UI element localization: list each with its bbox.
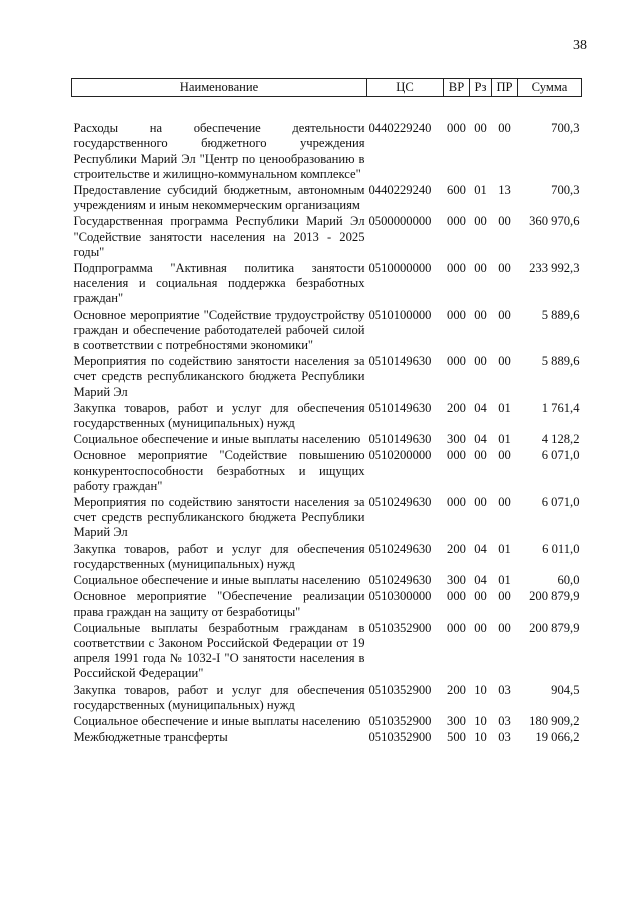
table-row: [72, 261, 582, 308]
row-name: Основное мероприятие "Обеспечение реализации права граждан на защиту от безработицы": [73, 589, 365, 619]
row-cs-code: 0500000000: [368, 214, 432, 229]
row-cs-code: 0510000000: [368, 261, 432, 276]
row-pr-code: 00: [498, 620, 511, 635]
row-rz-code: 00: [474, 495, 487, 510]
table-row: [72, 97, 582, 183]
row-name: Расходы на обеспечение деятельности государственного бюджетного учреждения Республики Марий Эл "Центр по ценообразованию в строительстве и жилищно-коммунальном комплексе": [73, 121, 365, 181]
row-vr-code: 300: [447, 432, 466, 447]
row-rz-code: 04: [474, 573, 487, 588]
table-row: [72, 183, 582, 214]
row-name: Основное мероприятие "Содействие трудоустройству граждан и обеспечение работодателей рабочей силой в соответствии с потребностями экономики": [73, 307, 365, 353]
table-row: [72, 621, 582, 683]
row-pr-code: 01: [498, 541, 511, 556]
row-sum: 700,3: [551, 121, 580, 136]
row-cs-code: 0510149630: [368, 354, 432, 369]
row-vr-code: 000: [447, 214, 466, 229]
row-cs-code: 0510352900: [368, 620, 432, 635]
header-name: Наименование: [72, 79, 367, 97]
row-pr-code: 13: [498, 183, 511, 198]
row-rz-code: 00: [474, 448, 487, 463]
row-pr-code: 00: [498, 495, 511, 510]
row-vr-code: 500: [447, 730, 466, 745]
row-rz-code: 00: [474, 214, 487, 229]
row-cs-code: 0440229240: [368, 121, 432, 136]
row-rz-code: 10: [474, 682, 487, 697]
row-sum: 180 909,2: [529, 713, 580, 728]
row-pr-code: 00: [498, 448, 511, 463]
row-sum: 4 128,2: [541, 432, 580, 447]
row-vr-code: 000: [447, 448, 466, 463]
row-vr-code: 600: [447, 183, 466, 198]
row-cs-code: 0510200000: [368, 448, 432, 463]
row-sum: 904,5: [551, 682, 580, 697]
row-pr-code: 00: [498, 121, 511, 136]
row-cs-code: 0510149630: [368, 432, 432, 447]
row-pr-code: 01: [498, 573, 511, 588]
row-vr-code: 200: [447, 682, 466, 697]
row-name: Подпрограмма "Активная политика занятости населения и социальная поддержка безработных граждан": [73, 261, 365, 306]
table-row: [72, 214, 582, 261]
row-name: Государственная программа Республики Марий Эл "Содействие занятости населения на 2013 - 2025 годы": [73, 214, 365, 259]
table-row: [72, 730, 582, 746]
row-rz-code: 04: [474, 432, 487, 447]
row-cs-code: 0510249630: [368, 573, 432, 588]
row-sum: 19 066,2: [535, 730, 580, 745]
row-rz-code: 00: [474, 261, 487, 276]
row-cs-code: 0510300000: [368, 589, 432, 604]
row-name: Основное мероприятие "Содействие повышению конкурентоспособности безработных и ищущих работу граждан": [73, 448, 365, 493]
row-name: Мероприятия по содействию занятости населения за счет средств республиканского бюджета Республики Марий Эл: [73, 354, 365, 399]
row-name: Социальное обеспечение и иные выплаты населению: [73, 713, 361, 728]
row-vr-code: 000: [447, 354, 466, 369]
row-sum: 200 879,9: [529, 620, 580, 635]
row-rz-code: 04: [474, 400, 487, 415]
row-vr-code: 000: [447, 307, 466, 322]
table-row: [72, 495, 582, 542]
row-cs-code: 0510149630: [368, 400, 432, 415]
row-name: Закупка товаров, работ и услуг для обеспечения государственных (муниципальных) нужд: [73, 400, 365, 431]
row-rz-code: 10: [474, 713, 487, 728]
row-cs-code: 0510352900: [368, 730, 432, 745]
row-rz-code: 10: [474, 730, 487, 745]
row-rz-code: 00: [474, 589, 487, 604]
row-vr-code: 000: [447, 589, 466, 604]
row-sum: 5 889,6: [541, 307, 580, 322]
row-vr-code: 000: [447, 495, 466, 510]
row-pr-code: 00: [498, 261, 511, 276]
table-row: [72, 401, 582, 432]
row-sum: 1 761,4: [541, 400, 580, 415]
row-pr-code: 00: [498, 214, 511, 229]
row-vr-code: 000: [447, 121, 466, 136]
row-name: Межбюджетные трансферты: [73, 730, 228, 745]
table-row: [72, 308, 582, 355]
row-sum: 6 071,0: [541, 495, 580, 510]
row-pr-code: 01: [498, 432, 511, 447]
row-cs-code: 0510100000: [368, 307, 432, 322]
row-sum: 200 879,9: [529, 589, 580, 604]
table-row: [72, 683, 582, 714]
row-name: Закупка товаров, работ и услуг для обеспечения государственных (муниципальных) нужд: [73, 541, 365, 571]
row-vr-code: 200: [447, 400, 466, 415]
row-rz-code: 00: [474, 121, 487, 136]
row-rz-code: 04: [474, 541, 487, 556]
row-rz-code: 00: [474, 620, 487, 635]
budget-table: [71, 78, 582, 746]
header-pr: ПР: [492, 79, 518, 97]
row-sum: 360 970,6: [529, 214, 580, 229]
row-sum: 233 992,3: [529, 261, 580, 276]
row-cs-code: 0510249630: [368, 541, 432, 556]
row-pr-code: 01: [498, 400, 511, 415]
row-cs-code: 0510249630: [368, 495, 432, 510]
row-vr-code: 200: [447, 541, 466, 556]
row-name: Социальное обеспечение и иные выплаты населению: [73, 573, 361, 588]
row-rz-code: 00: [474, 307, 487, 322]
header-cs: ЦС: [367, 79, 444, 97]
row-sum: 6 071,0: [541, 448, 580, 463]
row-pr-code: 00: [498, 354, 511, 369]
row-pr-code: 00: [498, 307, 511, 322]
header-vr: ВР: [444, 79, 470, 97]
row-rz-code: 01: [474, 183, 487, 198]
row-rz-code: 00: [474, 354, 487, 369]
table-row: [72, 573, 582, 589]
table-row: [72, 542, 582, 573]
row-sum: 700,3: [551, 183, 580, 198]
row-vr-code: 000: [447, 620, 466, 635]
row-name: Закупка товаров, работ и услуг для обеспечения государственных (муниципальных) нужд: [73, 682, 365, 712]
row-name: Социальное обеспечение и иные выплаты населению: [73, 432, 361, 447]
table-row: [72, 589, 582, 620]
table-row: [72, 714, 582, 730]
row-name: Предоставление субсидий бюджетным, автономным учреждениям и иным некоммерческим организациям: [73, 183, 365, 213]
row-pr-code: 03: [498, 682, 511, 697]
table-row: [72, 354, 582, 401]
table-body: [72, 97, 582, 747]
row-vr-code: 300: [447, 573, 466, 588]
row-cs-code: 0510352900: [368, 682, 432, 697]
row-name: Социальные выплаты безработным гражданам в соответствии с Законом Российской Федерации от 19 апреля 1991 года № 1032-I "О занятости населения в Российской Федерации": [73, 620, 365, 681]
row-cs-code: 0440229240: [368, 183, 432, 198]
header-sum: Сумма: [518, 79, 582, 97]
row-cs-code: 0510352900: [368, 713, 432, 728]
table-row: [72, 448, 582, 495]
row-pr-code: 03: [498, 730, 511, 745]
table-row: [72, 432, 582, 448]
row-pr-code: 03: [498, 713, 511, 728]
page-number: 38: [573, 38, 587, 53]
row-vr-code: 300: [447, 713, 466, 728]
row-pr-code: 00: [498, 589, 511, 604]
header-rz: Рз: [470, 79, 492, 97]
table-header: [72, 79, 582, 97]
row-vr-code: 000: [447, 261, 466, 276]
row-name: Мероприятия по содействию занятости населения за счет средств республиканского бюджета Республики Марий Эл: [73, 495, 365, 540]
row-sum: 5 889,6: [541, 354, 580, 369]
row-sum: 60,0: [557, 573, 580, 588]
row-sum: 6 011,0: [542, 541, 580, 556]
